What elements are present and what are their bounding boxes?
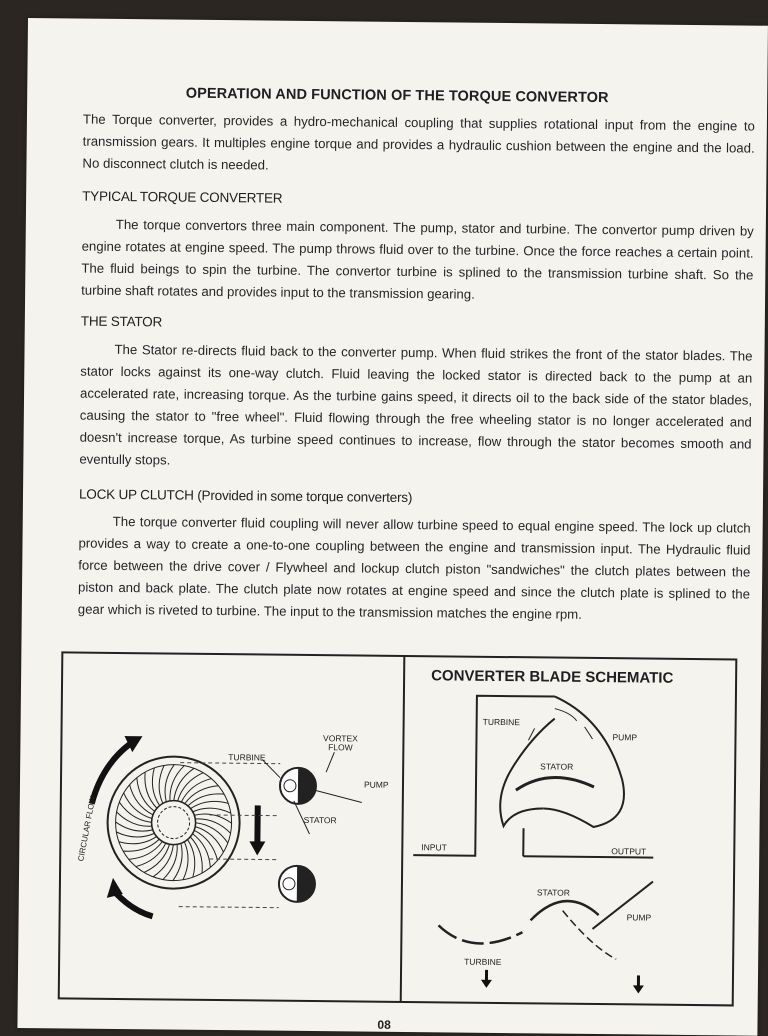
blade-schematic	[402, 657, 736, 1004]
down-arrows	[481, 970, 644, 994]
turbine-blade	[195, 819, 231, 833]
section-title-typical-converter: TYPICAL TORQUE CONVERTER	[82, 188, 283, 206]
pump-label-lower: PUMP	[626, 912, 652, 923]
section-title-lockup-clutch: LOCK UP CLUTCH (Provided in some torque converters)	[78, 486, 413, 506]
vortex-flow-label: VORTEX FLOW	[323, 733, 358, 753]
stator-label-left: STATOR	[303, 814, 337, 826]
turbine-blade	[129, 785, 153, 815]
section-body-typical-converter: The torque convertors three main component. The pump, stator and turbine. The convertor pump driven by engine rotates at engine speed. The pump throws fluid over to the turbine. Once the force reaches a certain point. The fluid beings to spin the turbine. The convertor turbine is splined to the transmission turbine shaft. So the turbine shaft rotates and provides input to the transmission gearing.	[81, 216, 754, 302]
turbine-blade	[136, 843, 166, 867]
section-title-stator: THE STATOR	[80, 313, 163, 330]
section-body-lockup-clutch: The torque converter fluid coupling will never allow turbine speed to equal engine speed. The lock up clutch provides a way to create a one-to-one coupling between the engine and transmission input. The Hydraulic fluid force between the drive cover / Flywheel and lockup clutch piston "sandwiches" the clutch plates between the piston and back plate. The clutch plate now rotates at engine speed and since the clutch plate is splined to the gear which is riveted to turbine. The input to the transmission matches the engine rpm.	[77, 513, 751, 622]
page-number: 08	[377, 1017, 391, 1032]
flow-diagram	[60, 653, 404, 1001]
turbine-blade	[163, 844, 177, 880]
stator-label-right: STATOR	[540, 761, 574, 772]
circular-flow-label: CIRCULAR FLOW	[76, 795, 98, 862]
turbine-label-lower: TURBINE	[464, 956, 502, 968]
output-label: OUTPUT	[611, 846, 647, 857]
turbine-blade	[119, 802, 152, 822]
turbine-blade	[153, 844, 173, 877]
turbine-blade	[174, 768, 194, 801]
section-body-stator: The Stator re-directs fluid back to the converter pump. When fluid strikes the front of the stator blades. The stator locks against its one-way clutch. Fluid leaving the locked stator is directed back to the pump at an accelerated rate, increasing torque. As the turbine gains speed, it directs oil to the back side of the stator blades, causing the stator to "free wheel". Fluid flowing through the free wheeling stator is no longer accelerated and doesn't increase torque, As turbine speed continues to increase, flow through the stator becomes smooth and eventully stops.	[79, 341, 753, 468]
turbine-blade	[159, 765, 164, 803]
input-label: INPUT	[421, 842, 447, 853]
pump-label-right: PUMP	[612, 732, 638, 743]
intro-paragraph: The Torque converter, provides a hydro-mechanical coupling that supplies rotational input from the engine to transmission gears. It multiples engine torque and provides a hydraulic cushion between the engine and the load. No disconnect clutch is needed.	[82, 111, 755, 173]
stator-label-lower: STATOR	[536, 887, 570, 898]
turbine-blade	[193, 808, 231, 813]
turbine-blade	[116, 812, 152, 826]
upper-schematic	[413, 695, 655, 858]
turbine-blade	[195, 823, 228, 843]
page-heading: OPERATION AND FUNCTION OF THE TORQUE CONVERTOR	[185, 85, 609, 107]
document-page	[17, 18, 768, 1036]
schematic-title: CONVERTER BLADE SCHEMATIC	[431, 667, 674, 687]
converter-figure	[58, 651, 738, 1006]
turbine-blade	[183, 842, 188, 880]
cross-section-lower	[279, 866, 315, 902]
flow-diagram-panel	[60, 653, 404, 1001]
blade-schematic-panel	[402, 657, 736, 1004]
turbine-blade	[194, 830, 218, 860]
pump-label-left: PUMP	[363, 779, 389, 790]
turbine-label-right: TURBINE	[482, 716, 521, 728]
turbine-wheel	[107, 756, 240, 889]
turbine-blade	[181, 778, 211, 802]
turbine-label-left: TURBINE	[228, 752, 266, 763]
turbine-blade	[116, 832, 154, 837]
turbine-blade	[170, 765, 184, 801]
